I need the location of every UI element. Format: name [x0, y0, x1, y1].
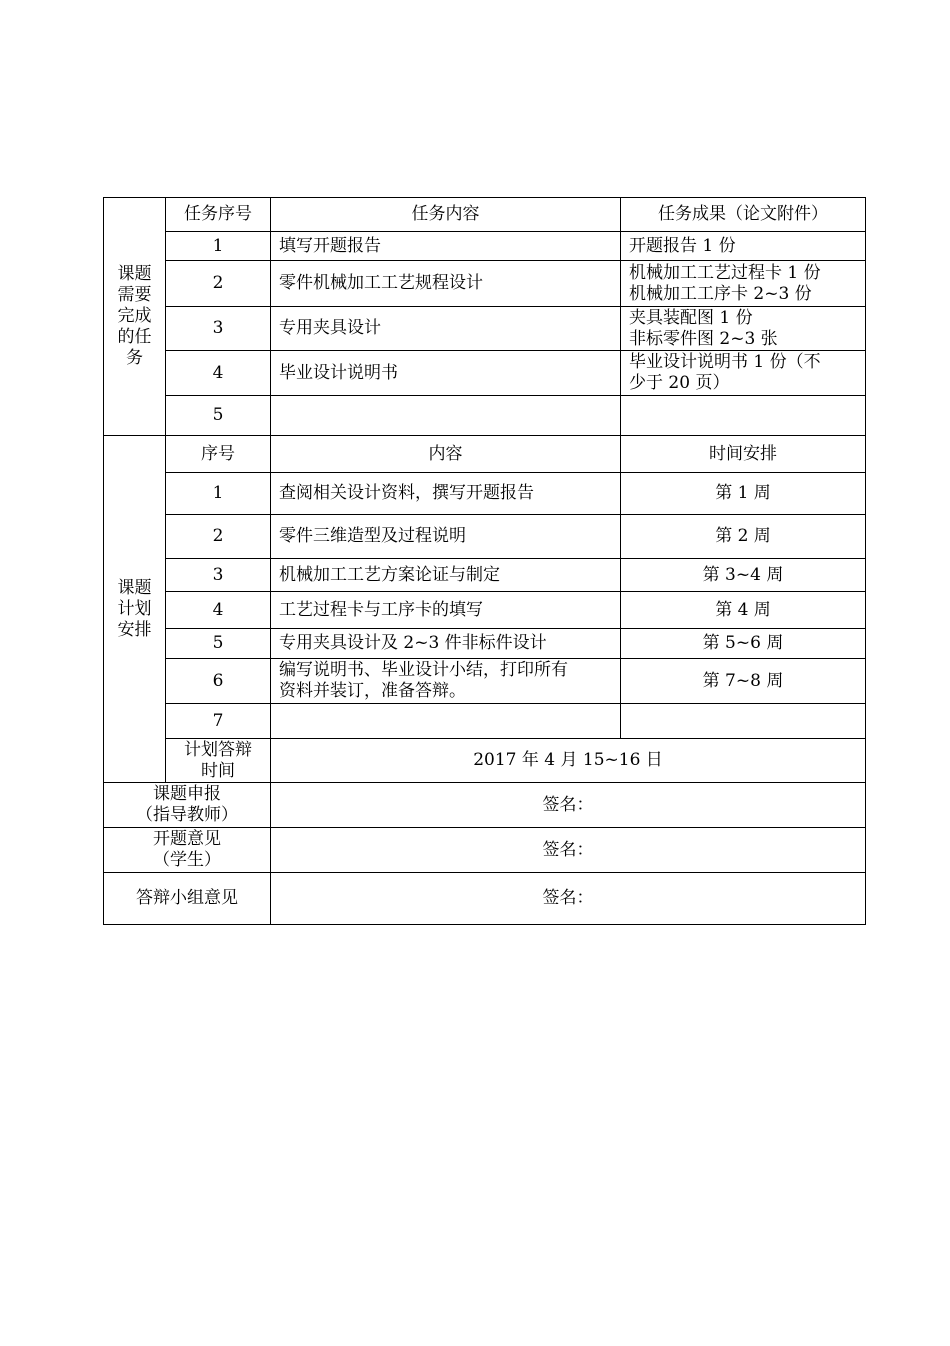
task-num: 4 [166, 351, 271, 396]
defense-time-value: 2017 年 4 月 15~16 日 [271, 739, 866, 783]
plan-header-num: 序号 [166, 436, 271, 473]
tasks-header-row [104, 198, 866, 232]
plan-content [271, 704, 621, 739]
tasks-row [104, 307, 866, 351]
task-num: 2 [166, 261, 271, 307]
defense-time-label: 计划答辩 时间 [166, 739, 271, 783]
tasks-header-num: 任务序号 [166, 198, 271, 232]
task-content: 零件机械加工工艺规程设计 [271, 261, 621, 307]
plan-defense-row [104, 739, 866, 783]
plan-content: 编写说明书、毕业设计小结，打印所有 资料并装订，准备答辩。 [271, 659, 621, 704]
plan-content: 零件三维造型及过程说明 [271, 515, 621, 559]
plan-time [621, 704, 866, 739]
task-content [271, 396, 621, 436]
task-num: 1 [166, 232, 271, 261]
plan-header-content: 内容 [271, 436, 621, 473]
plan-time: 第 4 周 [621, 592, 866, 629]
tasks-row [104, 261, 866, 307]
sign-label-committee: 答辩小组意见 [104, 873, 271, 925]
sign-label-advisor: 课题申报 （指导教师） [104, 783, 271, 828]
task-result: 毕业设计说明书 1 份（不 少于 20 页） [621, 351, 866, 396]
plan-row [104, 559, 866, 592]
tasks-row [104, 351, 866, 396]
plan-num: 5 [166, 629, 271, 659]
plan-num: 6 [166, 659, 271, 704]
tasks-header-result: 任务成果（论文附件） [621, 198, 866, 232]
sign-row-student [104, 828, 866, 873]
plan-time: 第 5~6 周 [621, 629, 866, 659]
plan-content: 工艺过程卡与工序卡的填写 [271, 592, 621, 629]
signature-field-committee[interactable]: 签名： [271, 873, 866, 925]
tasks-section-label: 课题 需要 完成 的任 务 [104, 198, 166, 436]
task-result: 开题报告 1 份 [621, 232, 866, 261]
plan-header-time: 时间安排 [621, 436, 866, 473]
plan-time: 第 7~8 周 [621, 659, 866, 704]
plan-row [104, 473, 866, 515]
plan-row [104, 704, 866, 739]
task-result: 夹具装配图 1 份 非标零件图 2~3 张 [621, 307, 866, 351]
task-num: 3 [166, 307, 271, 351]
tasks-header-content: 任务内容 [271, 198, 621, 232]
sign-label-student: 开题意见 （学生） [104, 828, 271, 873]
sign-row-committee [104, 873, 866, 925]
plan-row [104, 659, 866, 704]
task-content: 填写开题报告 [271, 232, 621, 261]
plan-num: 2 [166, 515, 271, 559]
plan-content: 专用夹具设计及 2~3 件非标件设计 [271, 629, 621, 659]
plan-row [104, 592, 866, 629]
plan-content: 查阅相关设计资料，撰写开题报告 [271, 473, 621, 515]
sign-row-advisor [104, 783, 866, 828]
task-content: 毕业设计说明书 [271, 351, 621, 396]
task-plan-form-table [103, 197, 866, 925]
plan-num: 4 [166, 592, 271, 629]
plan-time: 第 1 周 [621, 473, 866, 515]
signature-field-student[interactable]: 签名： [271, 828, 866, 873]
plan-num: 3 [166, 559, 271, 592]
plan-time: 第 3~4 周 [621, 559, 866, 592]
plan-num: 7 [166, 704, 271, 739]
plan-header-row [104, 436, 866, 473]
signature-field-advisor[interactable]: 签名： [271, 783, 866, 828]
plan-num: 1 [166, 473, 271, 515]
plan-row [104, 629, 866, 659]
task-num: 5 [166, 396, 271, 436]
task-result [621, 396, 866, 436]
plan-section-label: 课题 计划 安排 [104, 436, 166, 783]
plan-content: 机械加工工艺方案论证与制定 [271, 559, 621, 592]
plan-time: 第 2 周 [621, 515, 866, 559]
tasks-row [104, 232, 866, 261]
plan-row [104, 515, 866, 559]
tasks-row [104, 396, 866, 436]
task-result: 机械加工工艺过程卡 1 份 机械加工工序卡 2~3 份 [621, 261, 866, 307]
task-content: 专用夹具设计 [271, 307, 621, 351]
